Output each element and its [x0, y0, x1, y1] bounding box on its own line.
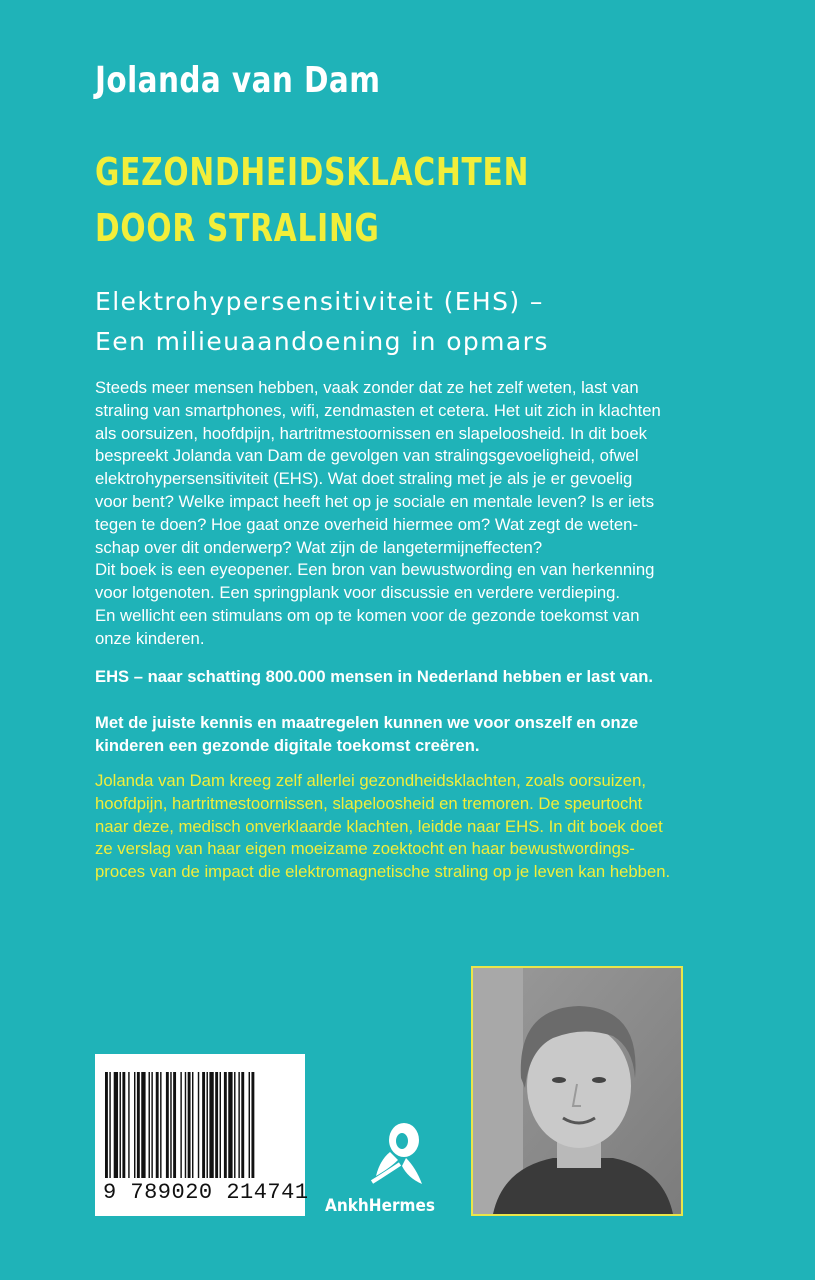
isbn-digits: 9 789020 214741: [103, 1180, 309, 1205]
author-bio-line: naar deze, medisch onverklaarde klachten, leidde naar EHS. In dit boek doet: [95, 816, 663, 836]
highlight-message-line-1: Met de juiste kennis en maatregelen kunnen we voor onszelf en onze: [95, 713, 639, 732]
highlight-message-line-2: kinderen een gezonde digitale toekomst creëren.: [95, 736, 480, 755]
description-line: bespreekt Jolanda van Dam de gevolgen van stralingsgevoeligheid, ofwel: [95, 446, 639, 466]
book-title-line-1: GEZONDHEIDSKLACHTEN: [95, 150, 530, 194]
book-description: [95, 377, 735, 651]
author-name: Jolanda van Dam: [95, 60, 381, 101]
author-bio-line: Jolanda van Dam kreeg zelf allerlei gezondheidsklachten, zoals oorsuizen,: [95, 771, 647, 790]
author-bio: [95, 770, 735, 884]
subtitle-line-2: Een milieuaandoening in opmars: [95, 327, 549, 356]
description-line: Dit boek is een eyeopener. Een bron van bewustwording en van herkenning: [95, 560, 655, 580]
highlight-message: [95, 711, 735, 757]
barcode-bars-icon: [95, 1054, 305, 1184]
publisher-name: AnkhHermes: [325, 1196, 435, 1216]
description-line: Steeds meer mensen hebben, vaak zonder dat ze het zelf weten, last van: [95, 378, 639, 397]
description-line: straling van smartphones, wifi, zendmasten et cetera. Het uit zich in klachten: [95, 400, 661, 420]
author-photo: [471, 966, 683, 1216]
book-subtitle: [95, 282, 549, 362]
book-title: [95, 144, 529, 256]
author-bio-line: hoofdpijn, hartritmestoornissen, slapeloosheid en tremoren. De speurtocht: [95, 793, 643, 813]
highlight-statistic: EHS – naar schatting 800.000 mensen in Nederland hebben er last van.: [95, 667, 653, 686]
description-line: elektrohypersensitiviteit (EHS). Wat doet straling met je als je er gevoelig: [95, 469, 633, 489]
author-bio-line: proces van de impact die elektromagnetische straling op je leven kan hebben.: [95, 862, 671, 882]
subtitle-line-1: Elektrohypersensitiviteit (EHS) –: [95, 287, 544, 316]
author-portrait-icon: [473, 968, 681, 1214]
barcode: [95, 1054, 309, 1216]
author-bio-line: ze verslag van haar eigen moeizame zoektocht en haar bewustwordings-: [95, 839, 635, 859]
description-line: schap over dit onderwerp? Wat zijn de langetermijneffecten?: [95, 537, 543, 557]
description-line: als oorsuizen, hoofdpijn, hartritmestoornissen en slapeloosheid. In dit boek: [95, 423, 647, 443]
description-line: voor lotgenoten. Een springplank voor discussie en verdere verdieping.: [95, 583, 621, 603]
description-line: voor bent? Welke impact heeft het op je sociale en mentale leven? Is er iets: [95, 491, 655, 511]
description-line: tegen te doen? Hoe gaat onze overheid hiermee om? Wat zegt de weten-: [95, 514, 638, 534]
description-line: En wellicht een stimulans om op te komen voor de gezonde toekomst van: [95, 605, 640, 625]
description-line: onze kinderen.: [95, 628, 205, 648]
book-title-line-2: DOOR STRALING: [95, 206, 380, 250]
ankhhermes-logo-icon: [360, 1120, 440, 1192]
